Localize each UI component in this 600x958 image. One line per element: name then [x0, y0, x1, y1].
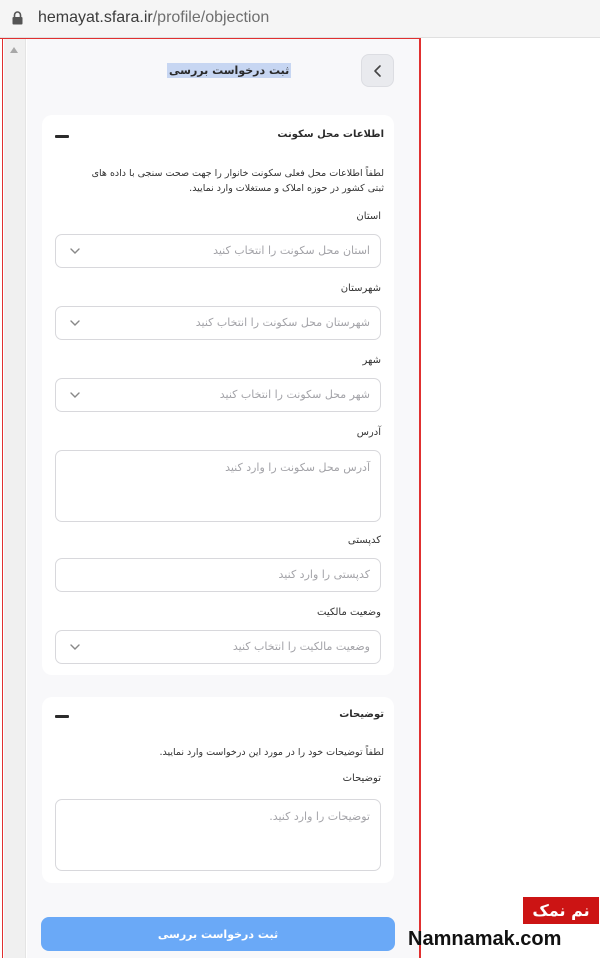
watermark-badge: نم نمک: [523, 897, 599, 924]
postal-code-input[interactable]: [55, 558, 381, 592]
scrollbar[interactable]: [4, 39, 26, 958]
city-placeholder: شهر محل سکونت را انتخاب کنید: [219, 388, 370, 401]
url-path: /profile/objection: [152, 9, 270, 26]
residence-description-line-2: ثبتی کشور در حوزه املاک و مستغلات وارد نمایید.: [189, 183, 384, 194]
url-text[interactable]: [38, 9, 269, 27]
city-label: شهر: [362, 355, 381, 366]
city-select[interactable]: [55, 378, 381, 412]
postal-code-label: کدپستی: [347, 535, 381, 546]
watermark-site: Namnamak.com: [408, 928, 562, 950]
back-button[interactable]: [361, 54, 394, 87]
residence-info-card: [42, 115, 394, 675]
chevron-down-icon: [68, 244, 82, 258]
notes-card-title: توضیحات: [339, 709, 384, 720]
ownership-status-select[interactable]: [55, 630, 381, 664]
notes-description: لطفاً توضیحات خود را در مورد این درخواست وارد نمایید.: [159, 747, 384, 758]
county-label: شهرستان: [340, 283, 381, 294]
red-frame-left: [2, 38, 3, 958]
province-placeholder: استان محل سکونت را انتخاب کنید: [213, 244, 370, 257]
page-title: ثبت درخواست بررسی: [169, 64, 290, 77]
address-textarea[interactable]: [55, 450, 381, 522]
address-placeholder: آدرس محل سکونت را وارد کنید: [225, 461, 370, 474]
notes-textarea[interactable]: [55, 799, 381, 871]
scroll-up-arrow-icon[interactable]: [10, 47, 18, 53]
browser-address-bar[interactable]: [0, 0, 600, 38]
lock-icon: [12, 11, 23, 25]
chevron-left-icon: [372, 64, 384, 78]
chevron-down-icon: [68, 388, 82, 402]
minus-icon[interactable]: [55, 135, 69, 138]
notes-label: توضیحات: [342, 773, 381, 784]
province-select[interactable]: [55, 234, 381, 268]
ownership-status-placeholder: وضعیت مالکیت را انتخاب کنید: [232, 640, 370, 653]
postal-code-placeholder: کدپستی را وارد کنید: [278, 568, 370, 581]
ownership-status-label: وضعیت مالکیت: [317, 607, 381, 618]
red-frame-right: [419, 38, 421, 958]
url-host: hemayat.sfara.ir: [38, 9, 153, 26]
chevron-down-icon: [68, 316, 82, 330]
notes-card: [42, 697, 394, 883]
county-select[interactable]: [55, 306, 381, 340]
province-label: استان: [356, 211, 381, 222]
residence-card-title: اطلاعات محل سکونت: [277, 129, 384, 140]
app-page: [27, 39, 419, 958]
chevron-down-icon: [68, 640, 82, 654]
address-label: آدرس: [356, 427, 381, 438]
notes-placeholder: توضیحات را وارد کنید.: [269, 810, 370, 823]
minus-icon[interactable]: [55, 715, 69, 718]
residence-description-line-1: لطفاً اطلاعات محل فعلی سکونت خانوار را جهت صحت سنجی با داده های: [91, 168, 384, 179]
county-placeholder: شهرستان محل سکونت را انتخاب کنید: [195, 316, 370, 329]
submit-button[interactable]: ثبت درخواست بررسی: [41, 917, 395, 951]
